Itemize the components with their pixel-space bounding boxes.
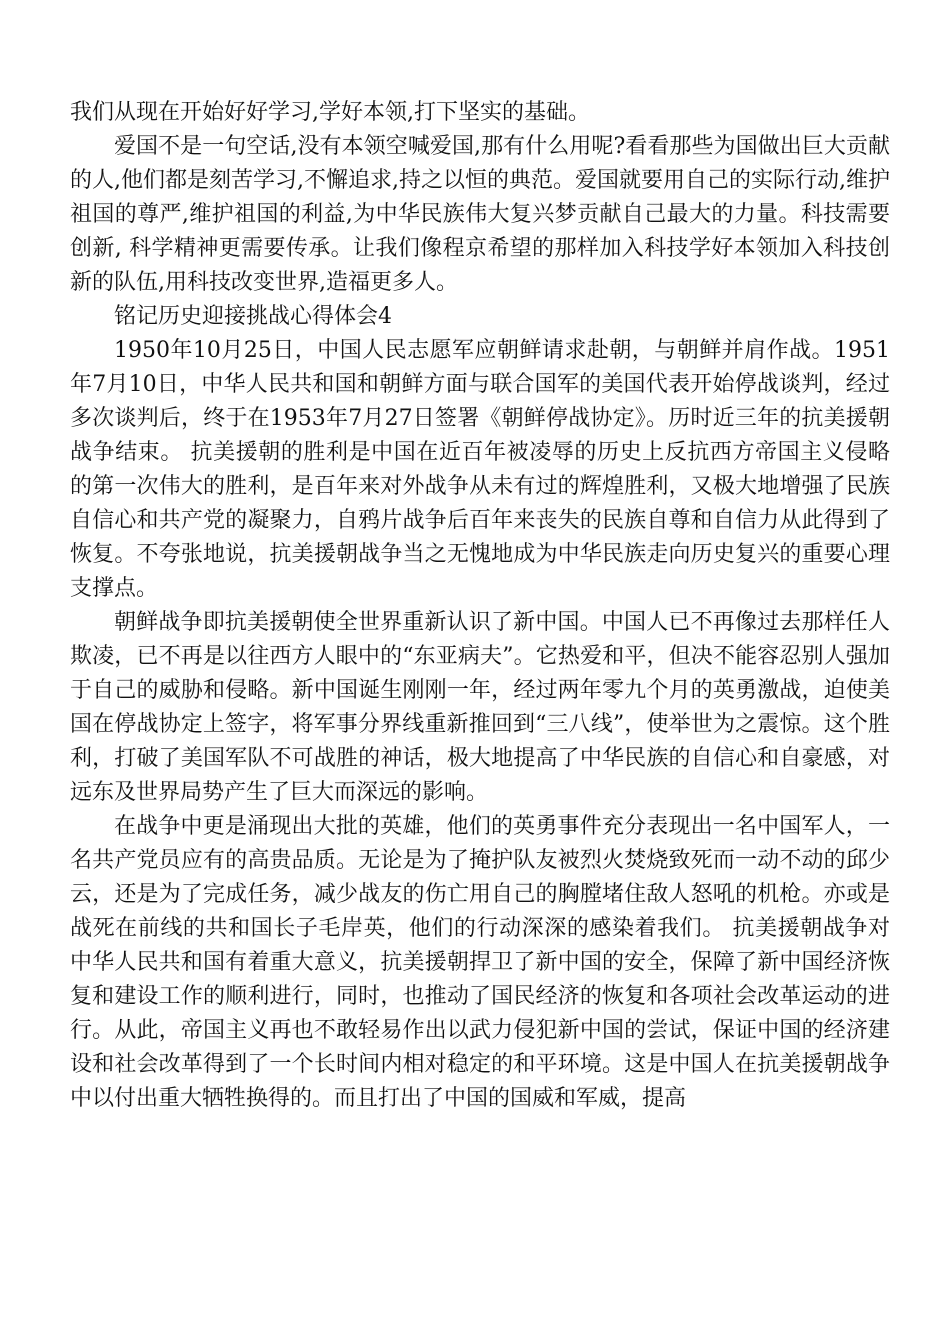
paragraph-continuation: 我们从现在开始好好学习,学好本领,打下坚实的基础。 (70, 100, 590, 125)
document-body (70, 96, 890, 1116)
section-heading: 铭记历史迎接挑战心得体会4 (114, 304, 392, 329)
paragraph-recognition: 朝鲜战争即抗美援朝使全世界重新认识了新中国。中国人已不再像过去那样任人欺凌，已不再是以往西方人眼中的“东亚病夫”。它热爱和平，但决不能容忍别人强加于自己的威胁和侵略。新中国诞生刚刚一年，经过两年零九个月的英勇激战，迫使美国在停战协定上签字，将军事分界线重新推回到“三八线”，使举世为之震惊。这个胜利，打破了美国军队不可战胜的神话，极大地提高了中华民族的自信心和自豪感，对远东及世界局势产生了巨大而深远的影响。 (70, 610, 890, 805)
paragraph-history: 1950年10月25日，中国人民志愿军应朝鲜请求赴朝，与朝鲜并肩作战。1951年7月10日，中华人民共和国和朝鲜方面与联合国军的美国代表开始停战谈判，经过多次谈判后，终于在1953年7月27日签署《朝鲜停战协定》。历时近三年的抗美援朝战争结束。 抗美援朝的胜利是中国在近百年被凌辱的历史上反抗西方帝国主义侵略的第一次伟大的胜利，是百年来对外战争从未有过的辉煌胜利，又极大地增强了民族自信心和共产党的凝聚力，自鸦片战争后百年来丧失的民族自尊和自信力从此得到了恢复。不夸张地说，抗美援朝战争当之无愧地成为中华民族走向历史复兴的重要心理支撑点。 (70, 338, 890, 601)
paragraph-patriotism: 爱国不是一句空话,没有本领空喊爱国,那有什么用呢?看看那些为国做出巨大贡献的人,他们都是刻苦学习,不懈追求,持之以恒的典范。爱国就要用自己的实际行动,维护祖国的尊严,维护祖国的利益,为中华民族伟大复兴梦贡献自己最大的力量。科技需要创新, 科学精神更需要传承。让我们像程京希望的那样加入科技学好本领加入科技创新的队伍,用科技改变世界,造福更多人。 (70, 134, 890, 295)
paragraph-heroes: 在战争中更是涌现出大批的英雄，他们的英勇事件充分表现出一名中国军人，一名共产党员应有的高贵品质。无论是为了掩护队友被烈火焚烧致死而一动不动的邱少云，还是为了完成任务，减少战友的伤亡用自己的胸膛堵住敌人怒吼的机枪。亦或是战死在前线的共和国长子毛岸英，他们的行动深深的感染着我们。 抗美援朝战争对中华人民共和国有着重大意义，抗美援朝捍卫了新中国的安全，保障了新中国经济恢复和建设工作的顺利进行，同时，也推动了国民经济的恢复和各项社会改革运动的进行。从此，帝国主义再也不敢轻易作出以武力侵犯新中国的尝试，保证中国的经济建设和社会改革得到了一个长时间内相对稳定的和平环境。这是中国人在抗美援朝战争中以付出重大牺牲换得的。而且打出了中国的国威和军威，提高 (70, 814, 890, 1111)
